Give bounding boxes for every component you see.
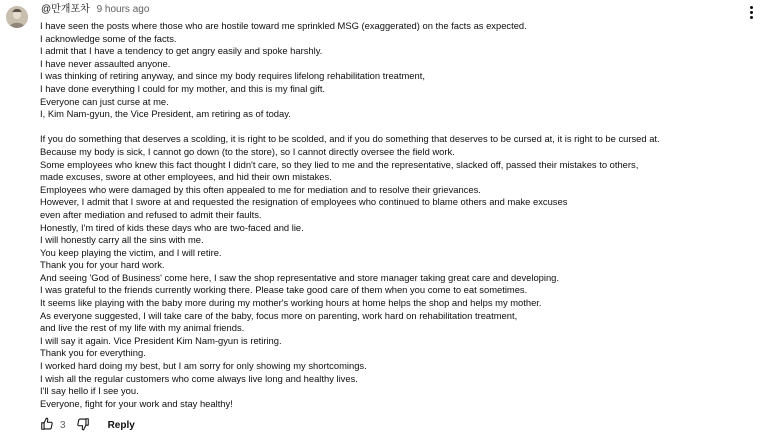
paragraph-gap: [40, 121, 740, 134]
comment-body: [40, 20, 740, 410]
comment-line: Some employees who knew this fact thought I didn't care, so they lied to me and the representative, slacked off, passed their mistakes to others,: [40, 158, 639, 170]
comment-line: Employees who were damaged by this often appealed to me for mediation and to resolve their grievances.: [40, 183, 481, 195]
comment-line: I admit that I have a tendency to get angry easily and spoke harshly.: [40, 45, 323, 57]
comment-paragraph-2: [40, 133, 740, 410]
comment-timestamp[interactable]: 9 hours ago: [96, 4, 150, 15]
reply-button[interactable]: Reply: [107, 419, 135, 431]
comment-line: I have done everything I could for my mother, and this is my final gift.: [40, 82, 326, 94]
like-button[interactable]: [40, 417, 66, 434]
comment-line: made excuses, swore at other employees, and hid their own mistakes.: [40, 171, 332, 183]
comment-line: Because my body is sick, I cannot go down (to the store), so I cannot directly oversee the field work.: [40, 145, 455, 157]
comment-line: I will say it again. Vice President Kim Nam-gyun is retiring.: [40, 334, 282, 346]
comment-line: I was grateful to the friends currently working there. Please take good care of them when you come to eat sometimes.: [40, 284, 528, 296]
comment-line: However, I admit that I swore at and requested the resignation of employees who continued to blame others and make excuses: [40, 196, 568, 208]
comment-line: I have seen the posts where those who are hostile toward me sprinkled MSG (exaggerated) on the facts as expected.: [40, 20, 527, 31]
author-name[interactable]: @만개포차: [41, 4, 90, 15]
comment-line: And seeing 'God of Business' come here, I saw the shop representative and store manager taking great care and developing.: [40, 271, 559, 283]
comment-line: and live the rest of my life with my animal friends.: [40, 322, 245, 334]
comment-line: I acknowledge some of the facts.: [40, 32, 177, 44]
comment-line: even after mediation and refused to admit their faults.: [40, 208, 262, 220]
comment-line: Thank you for your hard work.: [40, 259, 165, 271]
comment-line: I'll say hello if I see you.: [40, 385, 139, 397]
comment-header: [41, 4, 149, 16]
thumbs-down-icon[interactable]: [76, 417, 90, 434]
comment-line: Everyone can just curse at me.: [40, 95, 169, 107]
comment-paragraph-1: [40, 20, 740, 121]
comment-line: I was thinking of retiring anyway, and since my body requires lifelong rehabilitation treatment,: [40, 70, 425, 82]
comment-line: I will honestly carry all the sins with me.: [40, 234, 204, 246]
dislike-button[interactable]: [76, 417, 90, 434]
comment-line: It seems like playing with the baby more during my mother's working hours at home helps the shop and helps my mother.: [40, 297, 542, 309]
avatar[interactable]: [6, 6, 28, 28]
comment-line: Thank you for everything.: [40, 347, 146, 359]
comment-line: I, Kim Nam-gyun, the Vice President, am retiring as of today.: [40, 108, 291, 120]
comment-line: Honestly, I'm tired of kids these days who are two-faced and lie.: [40, 221, 304, 233]
comment-line: I wish all the regular customers who come always live long and healthy lives.: [40, 372, 358, 384]
comment-line: Everyone, fight for your work and stay healthy!: [40, 397, 233, 409]
like-count: 3: [60, 419, 66, 431]
thumbs-up-icon[interactable]: [40, 417, 54, 434]
comment-line: I have never assaulted anyone.: [40, 57, 171, 69]
comment-line: As everyone suggested, I will take care of the baby, focus more on parenting, work hard on rehabilitation treatment,: [40, 309, 518, 321]
comment-actions: [40, 416, 135, 434]
comment-line: I worked hard doing my best, but I am sorry for only showing my shortcomings.: [40, 360, 367, 372]
comment-line: If you do something that deserves a scolding, it is right to be scolded, and if you do something that deserves to be cursed at, it is right to be cursed at.: [40, 133, 660, 145]
comment-line: You keep playing the victim, and I will retire.: [40, 246, 222, 258]
more-vertical-icon[interactable]: [748, 6, 754, 22]
